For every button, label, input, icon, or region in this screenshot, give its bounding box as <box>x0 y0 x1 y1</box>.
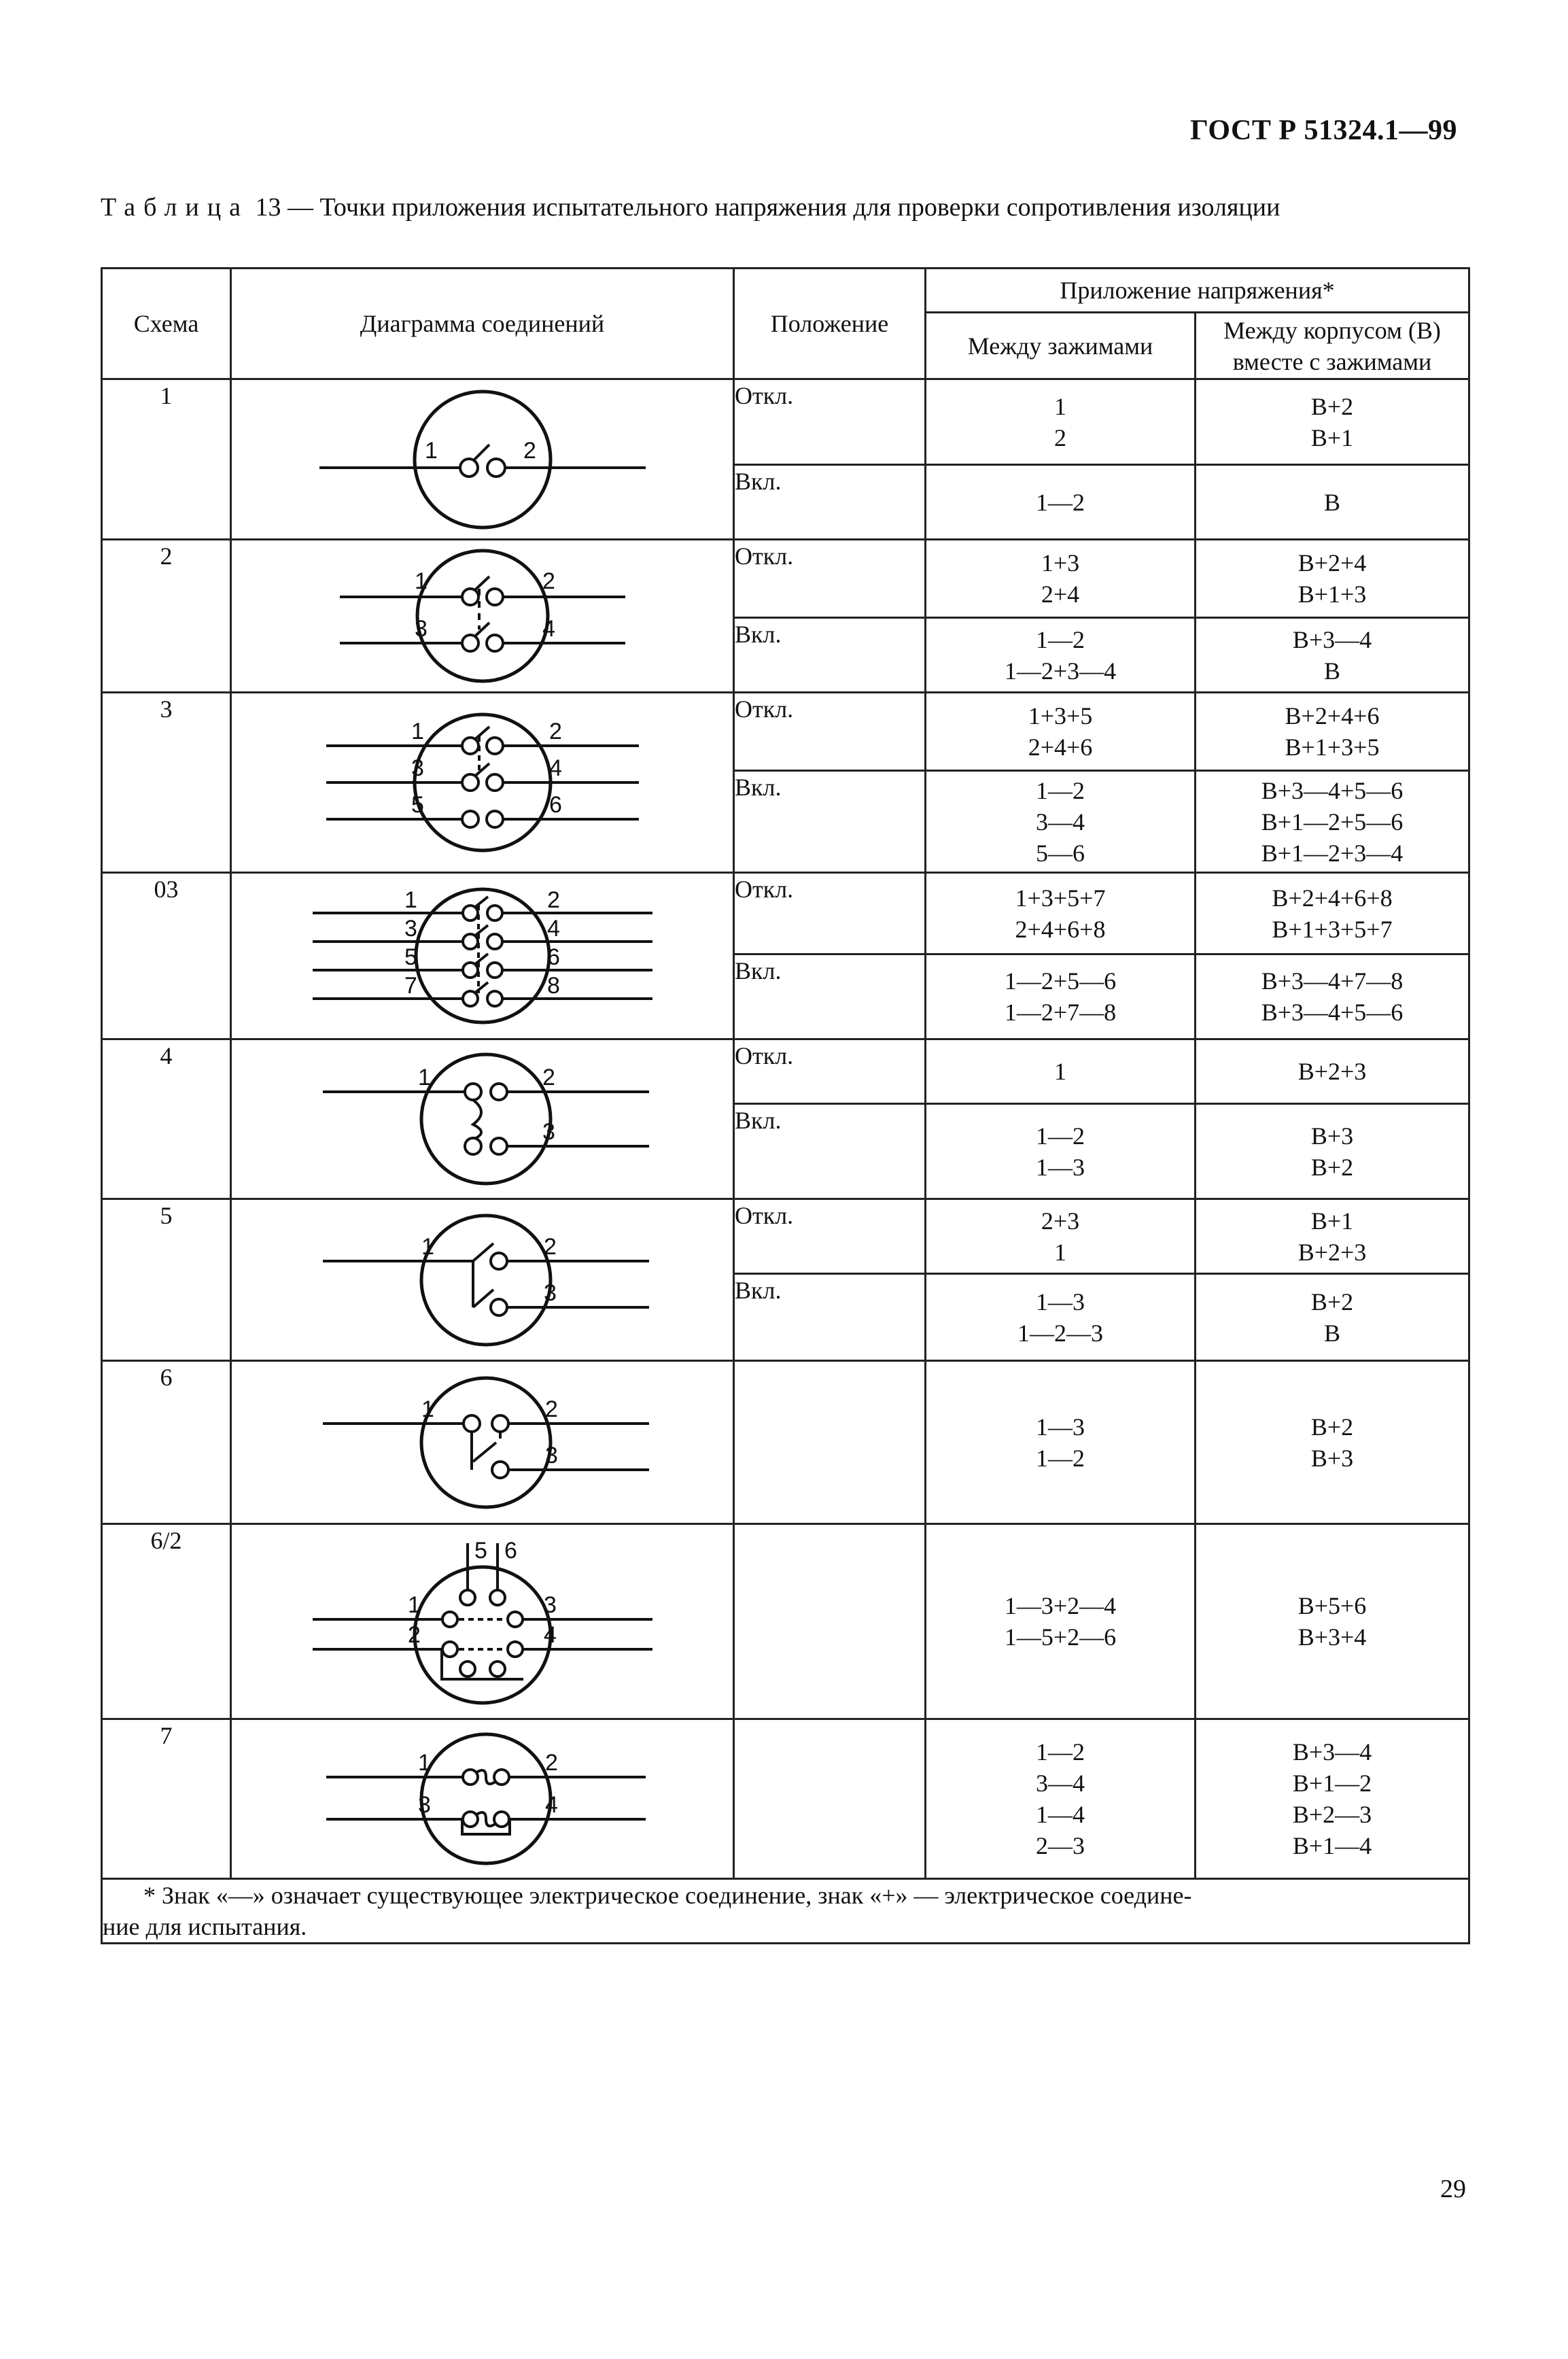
diagram-scheme-6-2-icon <box>285 1530 680 1713</box>
col-between-terminals-header: Между зажимами <box>926 313 1196 379</box>
terminal-label: 4 <box>544 1792 558 1818</box>
body-with-terminals-cell <box>1196 1524 1469 1719</box>
value-line: 1+3+5 <box>1028 702 1093 729</box>
value-line: 1—2+5—6 <box>1004 967 1117 995</box>
value-line: В+3—4+7—8 <box>1261 967 1404 995</box>
connection-diagram <box>231 1199 734 1361</box>
diagram-scheme-5-icon <box>292 1205 673 1355</box>
value-line: 1+3 <box>1041 549 1080 576</box>
col-diagram-header: Диаграмма соединений <box>231 269 734 379</box>
position-cell: Откл. <box>734 693 926 771</box>
value-line: В+1—4 <box>1292 1832 1372 1859</box>
scheme-id: 3 <box>102 693 231 873</box>
terminal-label: 6 <box>504 1538 517 1564</box>
between-terminals-cell <box>926 1104 1196 1199</box>
position-cell: Откл. <box>734 1199 926 1274</box>
value-line: В+1—2+3—4 <box>1261 839 1404 867</box>
connection-diagram <box>231 1039 734 1199</box>
body-with-terminals-cell <box>1196 693 1469 771</box>
connection-diagram <box>231 1719 734 1879</box>
terminal-label: 1 <box>417 1750 431 1776</box>
value-line: 3—4 <box>1036 1770 1085 1797</box>
footnote-line-1: * Знак «—» означает существующее электрическое соединение, знак «+» — электрическое соедине- <box>143 1882 1192 1909</box>
diagram-scheme-4-icon <box>292 1044 673 1194</box>
value-line: В+1+3+5 <box>1285 734 1380 761</box>
connection-diagram <box>231 540 734 693</box>
terminal-label: 1 <box>417 1065 431 1090</box>
value-line: В+2—3 <box>1292 1801 1372 1828</box>
terminal-label: 1 <box>421 1396 434 1422</box>
table-row <box>102 379 1469 465</box>
connection-diagram <box>231 693 734 873</box>
between-terminals-cell <box>926 1274 1196 1361</box>
value-line: 1—2+7—8 <box>1004 999 1117 1026</box>
col-scheme-header: Схема <box>102 269 231 379</box>
terminal-label: 1 <box>411 719 424 744</box>
terminal-label: 3 <box>411 755 424 781</box>
value-line: 2+4+6+8 <box>1015 915 1106 943</box>
value-line: 2—3 <box>1036 1832 1085 1859</box>
scheme-id: 6 <box>102 1361 231 1524</box>
value-line: В+3—4+5—6 <box>1261 776 1404 804</box>
value-line: 2+4 <box>1041 581 1080 608</box>
footnote-line-2: ние для испытания. <box>103 1913 307 1940</box>
terminal-label: 2 <box>523 437 536 464</box>
page-header-doc-code: ГОСТ Р 51324.1—99 <box>1190 115 1457 146</box>
body-with-terminals-cell <box>1196 1361 1469 1524</box>
value-line: 2+4+6 <box>1028 734 1093 761</box>
body-with-terminals-cell <box>1196 1104 1469 1199</box>
value-line: 1—2 <box>1036 1122 1085 1150</box>
terminal-label: 4 <box>548 755 562 781</box>
terminal-label: 6 <box>546 944 560 970</box>
diagram-scheme-6-icon <box>292 1368 673 1517</box>
scheme-id: 6/2 <box>102 1524 231 1719</box>
position-cell <box>734 1524 926 1719</box>
col-body-header-line1: Между корпусом (В) <box>1223 316 1441 344</box>
scheme-id: 2 <box>102 540 231 693</box>
table-row <box>102 1039 1469 1104</box>
terminal-label: 3 <box>543 1592 557 1618</box>
scheme-id: 1 <box>102 379 231 540</box>
value-line: 1 <box>1054 392 1066 420</box>
caption-text: 13 — Точки приложения испытательного напряжения для проверки сопротивления изоляции <box>249 193 1280 222</box>
value-line: 1—2+3—4 <box>1004 657 1117 685</box>
value-line: В+2 <box>1310 392 1354 420</box>
between-terminals-cell <box>926 1524 1196 1719</box>
table-row <box>102 540 1469 618</box>
position-cell: Вкл. <box>734 618 926 693</box>
value-line: 2 <box>1054 424 1066 451</box>
page-number: 29 <box>1440 2175 1466 2203</box>
value-line: 1—2 <box>1036 776 1085 804</box>
value-line: 1—2 <box>1036 1738 1085 1766</box>
position-cell: Вкл. <box>734 771 926 873</box>
col-body-header <box>1196 313 1469 379</box>
table-row <box>102 1199 1469 1274</box>
terminal-label: 2 <box>542 1065 555 1090</box>
value-line: 1—2 <box>1036 625 1085 653</box>
value-line: В+3 <box>1310 1444 1354 1472</box>
scheme-id: 4 <box>102 1039 231 1199</box>
value-line: В+3 <box>1310 1122 1354 1150</box>
terminal-label: 1 <box>421 1233 434 1260</box>
terminal-label: 1 <box>414 568 428 594</box>
position-cell <box>734 1361 926 1524</box>
terminal-label: 5 <box>474 1538 487 1564</box>
value-line: В+2+4+6 <box>1285 702 1380 729</box>
terminal-label: 3 <box>542 1119 555 1145</box>
value-line: В+1 <box>1310 424 1354 451</box>
terminal-label: 1 <box>407 1592 421 1618</box>
value-line: В+1—2 <box>1292 1770 1372 1797</box>
between-terminals-cell <box>926 693 1196 771</box>
between-terminals-cell <box>926 954 1196 1039</box>
value-line: 1+3+5+7 <box>1015 884 1106 912</box>
connection-diagram <box>231 379 734 540</box>
terminal-label: 7 <box>404 973 417 999</box>
value-line: 1—3 <box>1036 1288 1085 1315</box>
value-line: 1 <box>1054 1238 1066 1266</box>
value-line: В <box>1323 657 1340 685</box>
terminal-label: 2 <box>542 568 555 594</box>
value-line: В <box>1323 488 1340 516</box>
connection-diagram <box>231 1361 734 1524</box>
value-line: В+1—2+5—6 <box>1261 808 1404 836</box>
scheme-id: 03 <box>102 873 231 1039</box>
between-terminals-cell <box>926 618 1196 693</box>
position-cell: Откл. <box>734 1039 926 1104</box>
value-line: В+3—4+5—6 <box>1261 999 1404 1026</box>
value-line: 5—6 <box>1036 839 1085 867</box>
body-with-terminals-cell <box>1196 954 1469 1039</box>
value-line: В+2+4+6+8 <box>1272 884 1393 912</box>
value-line: В+1 <box>1310 1207 1354 1235</box>
value-line: В+2+4 <box>1297 549 1367 576</box>
value-line: 1—2 <box>1036 488 1085 516</box>
table-row <box>102 693 1469 771</box>
terminal-label: 3 <box>414 616 428 642</box>
table-row <box>102 1719 1469 1879</box>
diagram-scheme-03-icon <box>285 878 680 1034</box>
value-line: 1—3 <box>1036 1413 1085 1441</box>
table-row <box>102 1361 1469 1524</box>
terminal-label: 3 <box>544 1442 558 1468</box>
table-caption <box>101 192 1280 222</box>
value-line: 1—2 <box>1036 1444 1085 1472</box>
insulation-test-table <box>101 267 1470 1944</box>
value-line: 3—4 <box>1036 808 1085 836</box>
value-line: 1—5+2—6 <box>1004 1623 1117 1651</box>
between-terminals-cell <box>926 873 1196 954</box>
value-line: В+2 <box>1310 1413 1354 1441</box>
caption-prefix: Таблица <box>101 193 249 222</box>
between-terminals-cell <box>926 465 1196 540</box>
value-line: 1—3+2—4 <box>1004 1592 1117 1619</box>
terminal-label: 5 <box>411 792 424 818</box>
position-cell: Вкл. <box>734 1104 926 1199</box>
connection-diagram <box>231 873 734 1039</box>
position-cell: Откл. <box>734 873 926 954</box>
value-line: В+5+6 <box>1297 1592 1367 1619</box>
position-cell: Откл. <box>734 540 926 618</box>
between-terminals-cell <box>926 1719 1196 1879</box>
position-cell: Вкл. <box>734 1274 926 1361</box>
between-terminals-cell <box>926 1361 1196 1524</box>
diagram-scheme-2-icon <box>292 541 673 691</box>
diagram-scheme-7-icon <box>292 1724 673 1874</box>
scheme-id: 7 <box>102 1719 231 1879</box>
position-cell: Откл. <box>734 379 926 465</box>
value-line: В+2+3 <box>1297 1058 1367 1085</box>
connection-diagram <box>231 1524 734 1719</box>
terminal-label: 2 <box>543 1233 557 1260</box>
footnote <box>102 1879 1469 1944</box>
scheme-id: 5 <box>102 1199 231 1361</box>
value-line: В <box>1323 1319 1340 1347</box>
table-row <box>102 1524 1469 1719</box>
value-line: В+1+3 <box>1297 581 1367 608</box>
terminal-label: 2 <box>548 719 562 744</box>
body-with-terminals-cell <box>1196 540 1469 618</box>
value-line: 1 <box>1054 1058 1066 1085</box>
col-body-header-line2: вместе с зажимами <box>1232 347 1432 375</box>
terminal-label: 2 <box>544 1750 558 1776</box>
diagram-scheme-3-icon <box>292 701 673 864</box>
terminal-label: 2 <box>546 887 560 913</box>
terminal-label: 1 <box>424 437 438 464</box>
value-line: В+3—4 <box>1292 625 1372 653</box>
body-with-terminals-cell <box>1196 1039 1469 1104</box>
value-line: В+1+3+5+7 <box>1272 915 1393 943</box>
terminal-label: 4 <box>542 616 555 642</box>
table-footnote-row <box>102 1879 1469 1944</box>
col-position-header: Положение <box>734 269 926 379</box>
value-line: В+2 <box>1310 1153 1354 1181</box>
body-with-terminals-cell <box>1196 873 1469 954</box>
value-line: В+2 <box>1310 1288 1354 1315</box>
terminal-label: 3 <box>404 916 417 942</box>
value-line: 1—4 <box>1036 1801 1085 1828</box>
body-with-terminals-cell <box>1196 618 1469 693</box>
terminal-label: 6 <box>548 792 562 818</box>
position-cell <box>734 1719 926 1879</box>
col-voltage-header: Приложение напряжения* <box>926 269 1469 313</box>
position-cell: Вкл. <box>734 954 926 1039</box>
body-with-terminals-cell <box>1196 1274 1469 1361</box>
between-terminals-cell <box>926 379 1196 465</box>
terminal-label: 8 <box>546 973 560 999</box>
body-with-terminals-cell <box>1196 771 1469 873</box>
body-with-terminals-cell <box>1196 1719 1469 1879</box>
between-terminals-cell <box>926 771 1196 873</box>
terminal-label: 4 <box>543 1622 557 1648</box>
value-line: 1—2—3 <box>1017 1319 1103 1347</box>
body-with-terminals-cell <box>1196 1199 1469 1274</box>
value-line: В+2+3 <box>1297 1238 1367 1266</box>
position-cell: Вкл. <box>734 465 926 540</box>
value-line: В+3+4 <box>1297 1623 1367 1651</box>
value-line: 2+3 <box>1041 1207 1080 1235</box>
terminal-label: 1 <box>404 887 417 913</box>
terminal-label: 2 <box>407 1622 421 1648</box>
terminal-label: 2 <box>544 1396 558 1422</box>
terminal-label: 5 <box>404 944 417 970</box>
between-terminals-cell <box>926 540 1196 618</box>
value-line: В+3—4 <box>1292 1738 1372 1766</box>
between-terminals-cell <box>926 1199 1196 1274</box>
terminal-label: 3 <box>543 1279 557 1306</box>
value-line: 1—3 <box>1036 1153 1085 1181</box>
diagram-scheme-1-icon <box>292 385 673 534</box>
terminal-label: 3 <box>417 1792 431 1818</box>
between-terminals-cell <box>926 1039 1196 1104</box>
table-row <box>102 873 1469 954</box>
body-with-terminals-cell <box>1196 379 1469 465</box>
terminal-label: 4 <box>546 916 560 942</box>
body-with-terminals-cell <box>1196 465 1469 540</box>
